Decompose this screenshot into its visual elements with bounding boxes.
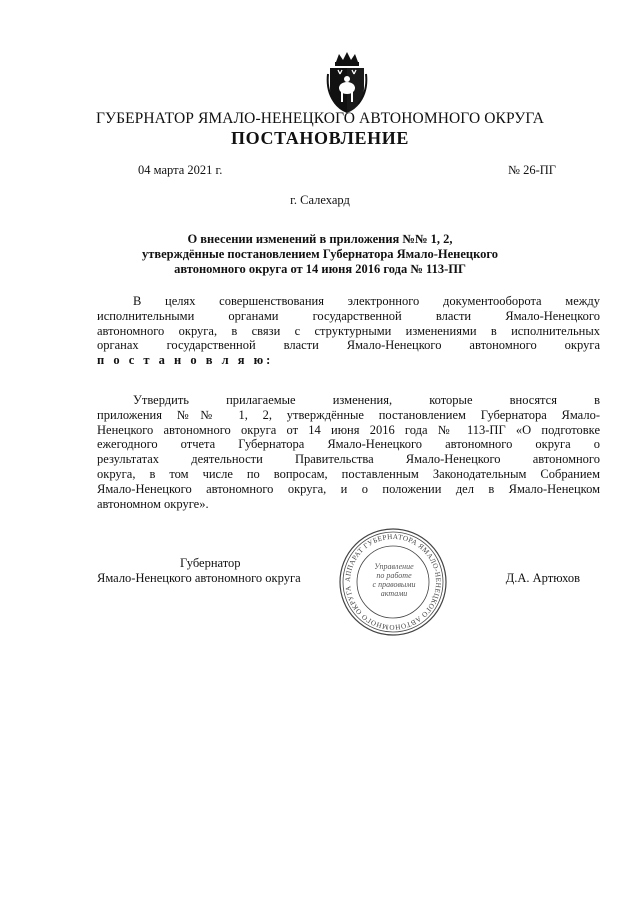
text-line: Утвердить прилагаемые изменения, которые вносятся в bbox=[133, 393, 600, 407]
stamp-line: актами bbox=[380, 589, 408, 598]
stamp-ring-text: АППАРАТ ГУБЕРНАТОРА ЯМАЛО-НЕНЕЦКОГО АВТОНОМНОГО ОКРУГА bbox=[343, 532, 443, 632]
title-line: автономного округа от 14 июня 2016 года № 113-ПГ bbox=[174, 262, 466, 276]
text-line: исполнительными органами государственной власти Ямало-Ненецкого bbox=[97, 308, 600, 323]
preamble-paragraph bbox=[97, 294, 600, 368]
title-line: О внесении изменений в приложения №№ 1, 2, bbox=[187, 232, 453, 246]
title-line: утверждённые постановлением Губернатора Ямало-Ненецкого bbox=[141, 247, 499, 261]
text-line: В целях совершенствования электронного документооборота между bbox=[133, 294, 600, 308]
signatory-name: Д.А. Артюхов bbox=[505, 571, 580, 585]
text-line: ежегодного отчета Губернатора Ямало-Ненецкого автономного округа о bbox=[97, 437, 600, 452]
document-city: г. Салехард bbox=[290, 193, 350, 207]
decree-word: п о с т а н о в л я ю: bbox=[97, 353, 274, 368]
resolution-paragraph bbox=[97, 393, 600, 511]
text-line: округа, в том числе по вопросам, поставленным Законодательным Собранием bbox=[97, 466, 600, 481]
stamp-line: Управление bbox=[374, 562, 414, 571]
document-number: № 26-ПГ bbox=[508, 163, 556, 177]
coat-of-arms-emblem bbox=[326, 52, 368, 114]
signatory-title-line1: Губернатор bbox=[180, 556, 241, 570]
text-line: Ямало-Ненецкого автономного округа, и о положении дел в Ямало-Ненецком bbox=[97, 481, 600, 496]
stamp-line: по работе bbox=[376, 571, 412, 580]
stamp-line: с правовыми bbox=[372, 580, 416, 589]
issuing-authority: ГУБЕРНАТОР ЯМАЛО-НЕНЕЦКОГО АВТОНОМНОГО ОКРУГА bbox=[95, 110, 545, 127]
text-line: органах государственной власти Ямало-Ненецкого автономного округа bbox=[97, 338, 600, 353]
text-line: автономного округа, в связи с структурными изменениями в исполнительных bbox=[97, 323, 600, 338]
text-line: автономном округе». bbox=[97, 496, 209, 511]
document-type: ПОСТАНОВЛЕНИЕ bbox=[231, 128, 409, 148]
text-line: приложения №№ 1, 2, утверждённые постановлением Губернатора Ямало- bbox=[97, 407, 600, 422]
document-title bbox=[120, 232, 520, 277]
stamp-center-text bbox=[360, 562, 428, 598]
signatory-title-line2: Ямало-Ненецкого автономного округа bbox=[97, 571, 301, 585]
text-line: Ненецкого автономного округа от 14 июня 2016 года № 113-ПГ «О подготовке bbox=[97, 422, 600, 437]
document-date: 04 марта 2021 г. bbox=[138, 163, 223, 177]
text-line: результатах деятельности Правительства Ямало-Ненецкого автономного bbox=[97, 452, 600, 467]
